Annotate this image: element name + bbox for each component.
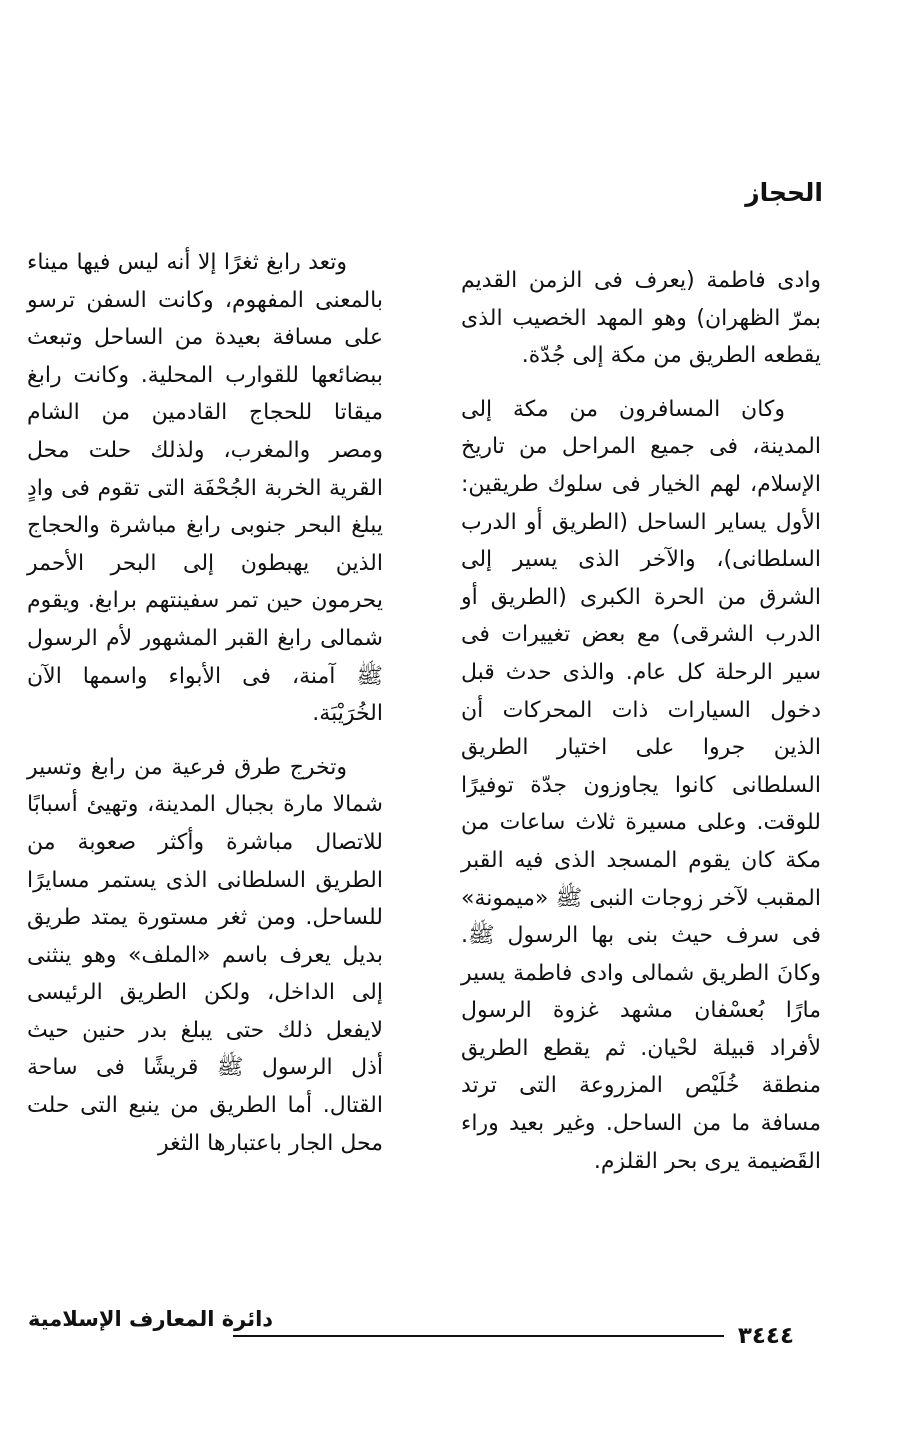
- paragraph: وتخرج طرق فرعية من رابغ وتسير شمالا مارة بجبال المدينة، وتهيئ أسبابًا للاتصال مباشرة وأكثر صعوبة من الطريق السلطانى الذى يستمر مسايرًا للساحل. ومن ثغر مستورة يمتد طريق بديل يعرف باسم «الملف» وهو ينثنى إلى الداخل، ولكن الطريق الرئيسى لايفعل ذلك حتى يبلغ بدر حنين حيث أذل الرسول ﷺ قريشًا فى ساحة القتال. أما الطريق من ينبع التى حلت محل الجار باعتبارها الثغر: [27, 754, 383, 1156]
- footer-divider: [233, 1335, 724, 1337]
- right-text-column: [461, 262, 821, 1180]
- paragraph: وكان المسافرون من مكة إلى المدينة، فى جميع المراحل من تاريخ الإسلام، لهم الخيار فى سلوك طريقين: الأول يساير الساحل (الطريق أو الدرب السلطانى)، والآخر الذى يسير إلى الشرق من الحرة الكبرى (الطريق أو الدرب الشرقى) مع بعض تغييرات فى سير الرحلة كل عام. والذى حدث قبل دخول السيارات ذات المحركات أن الذين جروا على اختيار الطريق السلطانى كانوا يجاوزون جدّة توفيرًا للوقت. وعلى مسيرة ثلاث ساعات من مكة كان يقوم المسجد الذى فيه القبر المقبب لآخر زوجات النبى ﷺ «ميمونة» فى سرف حيث بنى بها الرسول ﷺ. وكانَ الطريق شمالى وادى فاطمة يسير مارًا بُعسْفان مشهد غزوة الرسول لأفراد قبيلة لحْيان. ثم يقطع الطريق منطقة خُلَيْص المزروعة التى ترتد مسافة ما من الساحل. وغير بعيد وراء القَضيمة يرى بحر القلزم.: [461, 396, 821, 1174]
- paragraph: وادى فاطمة (يعرف فى الزمن القديم بمرّ الظهران) وهو المهد الخصيب الذى يقطعه الطريق من مكة إلى جُدّة.: [461, 268, 821, 369]
- paragraph: وتعد رابغ ثغرًا إلا أنه ليس فيها ميناء بالمعنى المفهوم، وكانت السفن ترسو على مسافة بعيدة من الساحل وتبعث ببضائعها للقوارب المحلية. وكانت رابغ ميقاتا للحجاج القادمين من الشام ومصر والمغرب، ولذلك حلت محل القرية الخربة الجُحْفَة التى تقوم فى وادٍ يبلغ البحر جنوبى رابغ مباشرة والحجاج الذين يهبطون إلى البحر الأحمر يحرمون حين تمر سفينتهم برابغ. ويقوم شمالى رابغ القبر المشهور لأم الرسول ﷺ آمنة، فى الأبواء واسمها الآن الخُرَيْبَة.: [27, 250, 383, 727]
- series-title: دائرة المعارف الإسلامية: [28, 1307, 274, 1331]
- page-number: ٣٤٤٤: [737, 1323, 794, 1349]
- running-head-title: الحجاز: [745, 178, 823, 207]
- left-text-column: [27, 244, 383, 1162]
- page-footer: [28, 1305, 794, 1349]
